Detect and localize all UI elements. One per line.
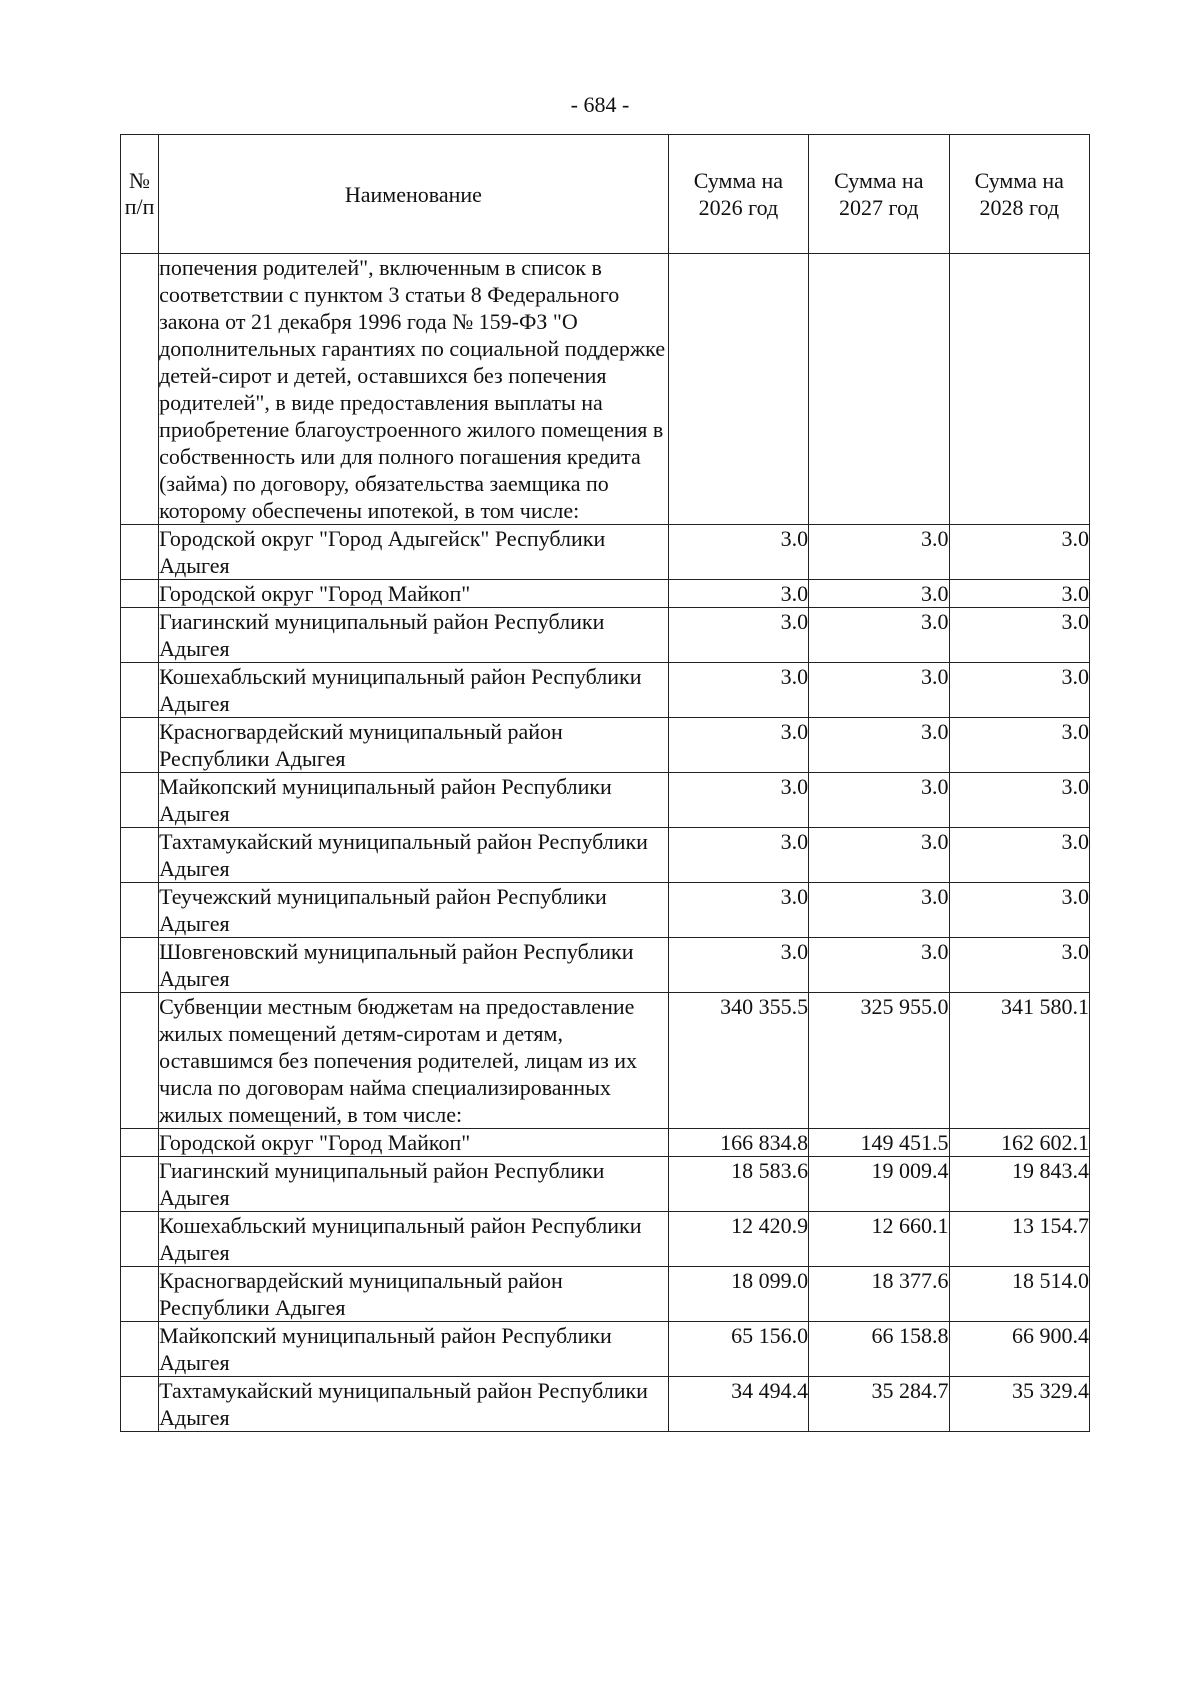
row-value-2028: 19 843.4	[949, 1157, 1089, 1212]
row-number-cell	[121, 993, 159, 1129]
row-value-2026: 3.0	[668, 580, 808, 608]
row-value-2028: 3.0	[949, 718, 1089, 773]
table-row	[121, 1212, 1090, 1267]
row-name-cell: Кошехабльский муниципальный район Республики Адыгея	[159, 1212, 669, 1267]
table-header-row	[121, 135, 1090, 254]
row-value-2028: 3.0	[949, 608, 1089, 663]
row-value-2027: 12 660.1	[809, 1212, 949, 1267]
row-value-2027: 3.0	[809, 883, 949, 938]
row-value-2027: 149 451.5	[809, 1129, 949, 1157]
row-name-cell: Городской округ "Город Майкоп"	[159, 1129, 669, 1157]
row-number-cell	[121, 1267, 159, 1322]
row-name-cell: Шовгеновский муниципальный район Республики Адыгея	[159, 938, 669, 993]
row-name-cell: Красногвардейский муниципальный район Республики Адыгея	[159, 718, 669, 773]
row-value-2027: 3.0	[809, 608, 949, 663]
row-number-cell	[121, 773, 159, 828]
budget-table	[120, 134, 1090, 1432]
row-value-2026: 166 834.8	[668, 1129, 808, 1157]
header-num-line2: п/п	[124, 194, 155, 219]
table-row	[121, 525, 1090, 580]
row-number-cell	[121, 1322, 159, 1377]
table-row	[121, 1129, 1090, 1157]
row-value-2027	[809, 254, 949, 525]
header-2028-line1: Сумма на	[974, 168, 1064, 193]
row-name-cell: Гиагинский муниципальный район Республики Адыгея	[159, 608, 669, 663]
row-value-2027: 3.0	[809, 663, 949, 718]
row-value-2026: 3.0	[668, 773, 808, 828]
row-value-2028: 66 900.4	[949, 1322, 1089, 1377]
row-value-2026	[668, 254, 808, 525]
row-value-2026: 18 099.0	[668, 1267, 808, 1322]
row-value-2027: 18 377.6	[809, 1267, 949, 1322]
header-2027-line1: Сумма на	[834, 168, 924, 193]
header-2028-line2: 2028 год	[979, 195, 1060, 220]
row-value-2028: 162 602.1	[949, 1129, 1089, 1157]
row-number-cell	[121, 525, 159, 580]
row-value-2027: 19 009.4	[809, 1157, 949, 1212]
row-value-2026: 18 583.6	[668, 1157, 808, 1212]
header-2026-line1: Сумма на	[693, 168, 784, 193]
row-value-2027: 3.0	[809, 718, 949, 773]
row-value-2026: 3.0	[668, 663, 808, 718]
row-value-2028: 3.0	[949, 773, 1089, 828]
table-row	[121, 993, 1090, 1129]
row-value-2027: 3.0	[809, 828, 949, 883]
row-name-cell: Гиагинский муниципальный район Республики Адыгея	[159, 1157, 669, 1212]
table-row	[121, 1322, 1090, 1377]
header-2027	[809, 135, 949, 254]
row-value-2028: 3.0	[949, 828, 1089, 883]
table-body	[121, 254, 1090, 1432]
row-name-cell: Кошехабльский муниципальный район Республики Адыгея	[159, 663, 669, 718]
row-value-2026: 3.0	[668, 938, 808, 993]
row-value-2028	[949, 254, 1089, 525]
row-name-cell: Субвенции местным бюджетам на предоставление жилых помещений детям-сиротам и детям, оставшимся без попечения родителей, лицам из их числа по договорам найма специализированных жилых помещений, в том числе:	[159, 993, 669, 1129]
row-number-cell	[121, 1212, 159, 1267]
table-row	[121, 883, 1090, 938]
row-value-2028: 18 514.0	[949, 1267, 1089, 1322]
header-2027-line2: 2027 год	[839, 195, 919, 220]
row-value-2026: 3.0	[668, 883, 808, 938]
row-number-cell	[121, 580, 159, 608]
row-value-2026: 65 156.0	[668, 1322, 808, 1377]
table-row	[121, 1157, 1090, 1212]
row-value-2026: 3.0	[668, 828, 808, 883]
row-name-cell: попечения родителей", включенным в список в соответствии с пунктом 3 статьи 8 Федерального закона от 21 декабря 1996 года № 159-ФЗ "О дополнительных гарантиях по социальной поддержке детей-сирот и детей, оставшихся без попечения родителей", в виде предоставления выплаты на приобретение благоустроенного жилого помещения в собственность или для полного погашения кредита (займа) по договору, обязательства заемщика по которому обеспечены ипотекой, в том числе:	[159, 254, 669, 525]
row-number-cell	[121, 718, 159, 773]
row-value-2028: 3.0	[949, 938, 1089, 993]
row-number-cell	[121, 938, 159, 993]
header-num-line1: №	[129, 168, 151, 193]
row-number-cell	[121, 1129, 159, 1157]
row-name-cell: Городской округ "Город Майкоп"	[159, 580, 669, 608]
row-name-cell: Городской округ "Город Адыгейск" Республики Адыгея	[159, 525, 669, 580]
row-value-2026: 3.0	[668, 718, 808, 773]
row-value-2028: 3.0	[949, 580, 1089, 608]
row-value-2026: 3.0	[668, 525, 808, 580]
row-name-cell: Майкопский муниципальный район Республики Адыгея	[159, 773, 669, 828]
table-row	[121, 773, 1090, 828]
row-number-cell	[121, 828, 159, 883]
row-value-2028: 13 154.7	[949, 1212, 1089, 1267]
page-number: - 684 -	[570, 92, 630, 117]
header-name: Наименование	[159, 135, 669, 254]
header-num	[121, 135, 159, 254]
row-name-cell: Тахтамукайский муниципальный район Республики Адыгея	[159, 1377, 669, 1432]
row-name-cell: Тахтамукайский муниципальный район Республики Адыгея	[159, 828, 669, 883]
row-value-2027: 3.0	[809, 580, 949, 608]
table-row	[121, 1377, 1090, 1432]
row-value-2026: 34 494.4	[668, 1377, 808, 1432]
row-name-cell: Майкопский муниципальный район Республики Адыгея	[159, 1322, 669, 1377]
row-number-cell	[121, 254, 159, 525]
row-value-2027: 66 158.8	[809, 1322, 949, 1377]
row-value-2028: 3.0	[949, 883, 1089, 938]
row-value-2028: 3.0	[949, 525, 1089, 580]
row-value-2026: 12 420.9	[668, 1212, 808, 1267]
row-value-2028: 35 329.4	[949, 1377, 1089, 1432]
row-value-2027: 3.0	[809, 938, 949, 993]
row-value-2028: 3.0	[949, 663, 1089, 718]
row-value-2027: 325 955.0	[809, 993, 949, 1129]
table-row	[121, 663, 1090, 718]
row-value-2027: 35 284.7	[809, 1377, 949, 1432]
row-value-2028: 341 580.1	[949, 993, 1089, 1129]
row-number-cell	[121, 663, 159, 718]
table-row	[121, 254, 1090, 525]
table-row	[121, 608, 1090, 663]
table-row	[121, 828, 1090, 883]
row-number-cell	[121, 883, 159, 938]
row-number-cell	[121, 1157, 159, 1212]
row-number-cell	[121, 1377, 159, 1432]
row-value-2026: 3.0	[668, 608, 808, 663]
row-value-2027: 3.0	[809, 773, 949, 828]
row-value-2026: 340 355.5	[668, 993, 808, 1129]
header-2026-line2: 2026 год	[698, 195, 779, 220]
row-value-2027: 3.0	[809, 525, 949, 580]
row-number-cell	[121, 608, 159, 663]
header-2026	[668, 135, 808, 254]
row-name-cell: Красногвардейский муниципальный район Республики Адыгея	[159, 1267, 669, 1322]
header-2028	[949, 135, 1089, 254]
table-row	[121, 580, 1090, 608]
table-row	[121, 938, 1090, 993]
table-row	[121, 1267, 1090, 1322]
row-name-cell: Теучежский муниципальный район Республики Адыгея	[159, 883, 669, 938]
table-row	[121, 718, 1090, 773]
